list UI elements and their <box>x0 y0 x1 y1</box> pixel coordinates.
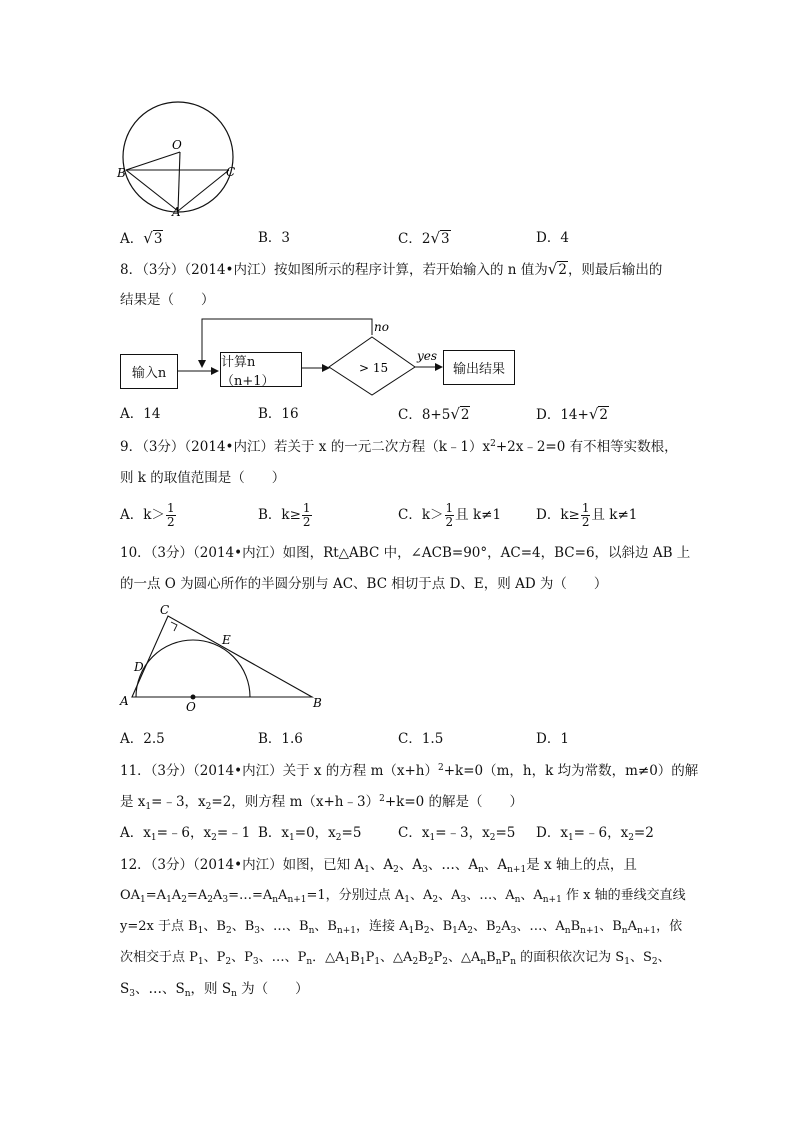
q9-stem-line1: 9．（3分）（2014•内江）若关于 x 的一元二次方程$(k﹣1)x^2+2x﹣2=0$ 有不相等实数根， <box>120 439 678 455</box>
q11-option-a: A．$x_1=﹣6$，$x_2=﹣1$ <box>120 825 251 843</box>
q12-text-segment: A <box>171 888 182 903</box>
q12-subscript: 3 <box>222 895 229 905</box>
q12-text-segment: ．△A <box>312 950 345 965</box>
label-c: C <box>160 603 170 617</box>
q11-stem-line2: 是 $x_1=﹣3$，$x_2=2$，则方程 m（x+h﹣3）$^2$+k=0 的解是（ ） <box>120 794 524 812</box>
q12-text-segment: 、A <box>483 857 508 873</box>
label-e: E <box>222 633 231 647</box>
q12-subscript: n <box>478 865 484 875</box>
q12-text-segment: 12．（3分）（2014•内江）如图，已知 A <box>120 857 365 873</box>
q12-text-segment: 、S <box>629 950 652 965</box>
q12-line2 <box>120 887 686 905</box>
q12-text-segment: 作 x 轴的垂线交直线 <box>561 888 686 903</box>
q10-stem-line1: 10．（3分）（2014•内江）如图，Rt△ABC 中，∠ACB=90°，AC=4，BC=6，以斜边 AB 上 <box>120 545 691 561</box>
q12-subscript: 1 <box>374 957 381 967</box>
flow-calc-box: 计算n（n+1） <box>220 352 302 387</box>
q12-subscript: 2 <box>442 957 448 967</box>
q12-line5 <box>120 980 309 998</box>
q12-text-segment: 、B <box>429 919 453 934</box>
q12-subscript: n <box>564 926 571 936</box>
q12-subscript: 3 <box>460 895 467 905</box>
q12-text-segment: 、A <box>409 888 433 903</box>
q12-text-segment: P <box>501 950 511 965</box>
flow-input-box: 输入n <box>120 354 178 389</box>
q12-subscript: 2 <box>427 957 434 967</box>
q12-text-segment: 、…、A <box>516 919 565 934</box>
q12-text-segment: 、 <box>657 950 671 965</box>
q12-text-segment: 、△A <box>380 950 413 965</box>
q12-subscript: n <box>480 957 487 967</box>
q12-text-segment: =A <box>186 888 208 903</box>
label-o: O <box>186 700 196 714</box>
q12-subscript: n <box>514 895 521 905</box>
q12-text-segment: B <box>414 919 424 934</box>
q12-text-segment: B <box>570 919 581 934</box>
q12-subscript: n+1 <box>542 895 562 905</box>
q12-text-segment: ，则 S <box>190 981 232 997</box>
center-o-dot <box>191 695 196 700</box>
triangle-semicircle-figure <box>112 600 332 715</box>
q9-option-b: B．k≥ $\frac{1}{2}$ <box>258 501 311 529</box>
q12-text-segment: 、P <box>231 950 253 965</box>
q12-subscript: 1 <box>197 957 204 967</box>
q12-subscript: 1 <box>359 957 366 967</box>
q12-text-segment: A <box>501 919 511 934</box>
q9-stem-line2: 则 k 的取值范围是（ ） <box>120 470 286 486</box>
q12-text-segment: P <box>365 950 375 965</box>
q12-subscript: n+1 <box>336 926 356 936</box>
label-b: B <box>117 166 126 180</box>
q12-subscript: 3 <box>422 865 428 875</box>
q12-subscript: 1 <box>197 926 204 936</box>
q12-subscript: 2 <box>432 895 439 905</box>
q10-option-b: B．1.6 <box>258 731 303 747</box>
q12-subscript: n <box>306 957 313 967</box>
q12-subscript: 2 <box>207 895 213 905</box>
triangle-abc <box>132 616 312 697</box>
q12-subscript: n <box>184 989 191 999</box>
q12-subscript: n+1 <box>507 865 527 875</box>
q9-option-c: C．k＞ $\frac{1}{2}$ 且 k≠1 <box>398 501 502 529</box>
segment-oa <box>178 152 180 211</box>
q12-subscript: 3 <box>254 926 260 936</box>
q10-stem-line2: 的一点 O 为圆心所作的半圆分别与 AC、BC 相切于点 D、E，则 AD 为（ ） <box>120 576 608 592</box>
q12-text-segment: 、…、P <box>258 950 307 965</box>
label-a: A <box>172 205 181 219</box>
q7-option-d: D．4 <box>536 230 569 246</box>
q12-text-segment: S <box>120 981 130 997</box>
q12-subscript: 2 <box>467 926 473 936</box>
flow-yes-label: yes <box>417 349 438 363</box>
q12-text-segment: =A <box>145 888 167 903</box>
q12-subscript: 1 <box>344 957 351 967</box>
q10-option-d: D．1 <box>536 731 569 747</box>
q12-text-segment: 、…、S <box>134 981 185 997</box>
q11-option-d: D．$x_1=﹣6$，$x_2=2$ <box>536 825 654 843</box>
q12-subscript: n <box>621 926 628 936</box>
q8-stem-line2: 结果是（ ） <box>120 292 215 308</box>
q12-text-segment: =1，分别过点 A <box>306 888 405 903</box>
q12-text-segment: A <box>457 919 468 934</box>
q12-text-segment: A <box>212 888 223 903</box>
label-b: B <box>313 696 322 710</box>
q11-option-b: B．$x_1=0$，$x_2=5$ <box>258 825 362 843</box>
q12-subscript: n <box>510 957 517 967</box>
q11-option-c: C．$x_1=﹣3$，$x_2=5$ <box>398 825 516 843</box>
q12-subscript: 1 <box>140 895 146 905</box>
q12-text-segment: 、B <box>472 919 496 934</box>
circle-figure <box>112 100 252 220</box>
q8-option-d: D．14+√2 <box>536 405 608 423</box>
q12-subscript: n+1 <box>580 926 600 936</box>
q12-subscript: 2 <box>181 895 187 905</box>
q12-text-segment: 、A <box>438 888 461 903</box>
q12-subscript: 1 <box>364 865 370 875</box>
q8-stem-line1: 8．（3分）（2014•内江）按如图所示的程序计算，若开始输入的 n 值为√2，则最后输出的 <box>120 260 663 278</box>
q12-text-segment: =…=A <box>228 888 273 903</box>
q12-text-segment: 、A <box>369 857 394 873</box>
q12-text-segment: 为（ ） <box>236 981 309 997</box>
q12-text-segment: 、A <box>398 857 423 873</box>
q12-subscript: 2 <box>495 926 502 936</box>
label-c: C <box>226 165 236 179</box>
q12-line1 <box>120 856 637 874</box>
q12-subscript: 3 <box>129 989 135 999</box>
q11-stem-line1: 11．（3分）（2014•内江）关于 x 的方程 $m(x+h)^2+k=0(m$，h，k 均为常数，m≠0）的解 <box>120 763 699 779</box>
radius-ob <box>126 152 180 170</box>
label-o: O <box>172 138 182 152</box>
q12-subscript: 2 <box>225 957 232 967</box>
q12-subscript: n+1 <box>636 926 657 936</box>
q12-text-segment: 的面积依次记为 S <box>516 950 625 965</box>
q12-text-segment: OA <box>120 888 141 903</box>
q12-text-segment: 、△A <box>447 950 481 965</box>
q12-subscript: n <box>308 926 315 936</box>
q12-text-segment: 、…、A <box>427 857 479 873</box>
q12-subscript: 1 <box>404 895 410 905</box>
q12-subscript: n <box>231 989 237 999</box>
label-a: A <box>120 694 129 708</box>
q12-text-segment: A <box>627 919 637 934</box>
q12-text-segment: 、A <box>520 888 543 903</box>
q12-subscript: 2 <box>423 926 430 936</box>
q12-text-segment: 、B <box>231 919 255 934</box>
q12-subscript: 3 <box>510 926 517 936</box>
q12-subscript: 1 <box>408 926 415 936</box>
flow-no-label: no <box>374 320 389 334</box>
q12-text-segment: 次相交于点 P <box>120 950 198 965</box>
q12-text-segment: B <box>350 950 360 965</box>
q12-text-segment: 、B <box>203 919 226 934</box>
flow-condition-text: > 15 <box>359 361 389 375</box>
q12-subscript: n+1 <box>287 895 307 905</box>
right-angle-mark <box>171 622 177 631</box>
q12-text-segment: 、…、B <box>260 919 309 934</box>
q12-text-segment: 、…、A <box>466 888 515 903</box>
q12-text-segment: B <box>418 950 428 965</box>
q8-option-c: C．8+5√2 <box>398 405 470 423</box>
q12-text-segment: B <box>486 950 496 965</box>
q7-option-b: B．3 <box>258 230 291 246</box>
q12-subscript: 2 <box>225 926 232 936</box>
q12-text-segment: P <box>433 950 443 965</box>
q12-line3 <box>120 918 682 936</box>
q10-option-a: A．2.5 <box>120 731 165 747</box>
q12-subscript: 1 <box>452 926 458 936</box>
q12-subscript: 1 <box>166 895 172 905</box>
q12-subscript: 3 <box>252 957 259 967</box>
q12-text-segment: 、B <box>314 919 337 934</box>
q9-option-d: D．k≥ $\frac{1}{2}$ 且 k≠1 <box>536 501 638 529</box>
q8-option-a: A．14 <box>120 406 161 422</box>
q7-option-c: C．2√3 <box>398 229 450 247</box>
q12-text-segment: ，连接 A <box>356 919 409 934</box>
flow-output-box: 输出结果 <box>443 350 515 385</box>
q12-subscript: n <box>495 957 502 967</box>
q12-text-segment: A <box>278 888 288 903</box>
q12-text-segment: ，依 <box>656 919 683 934</box>
q12-subscript: 1 <box>624 957 630 967</box>
q12-text-segment: 是 x 轴上的点，且 <box>526 857 637 873</box>
q9-option-a: A．k＞ $\frac{1}{2}$ <box>120 501 175 529</box>
q12-text-segment: y=2x 于点 B <box>120 919 198 934</box>
q12-line4 <box>120 949 671 967</box>
q12-subscript: 2 <box>651 957 658 967</box>
q7-option-a: A．√3 <box>120 229 163 247</box>
label-d: D <box>134 660 144 674</box>
q10-option-c: C．1.5 <box>398 731 444 747</box>
q12-text-segment: 、B <box>599 919 622 934</box>
q8-option-b: B．16 <box>258 406 299 422</box>
q12-subscript: n <box>272 895 279 905</box>
q12-text-segment: 、P <box>203 950 226 965</box>
q12-subscript: 2 <box>393 865 399 875</box>
q12-subscript: 2 <box>412 957 419 967</box>
